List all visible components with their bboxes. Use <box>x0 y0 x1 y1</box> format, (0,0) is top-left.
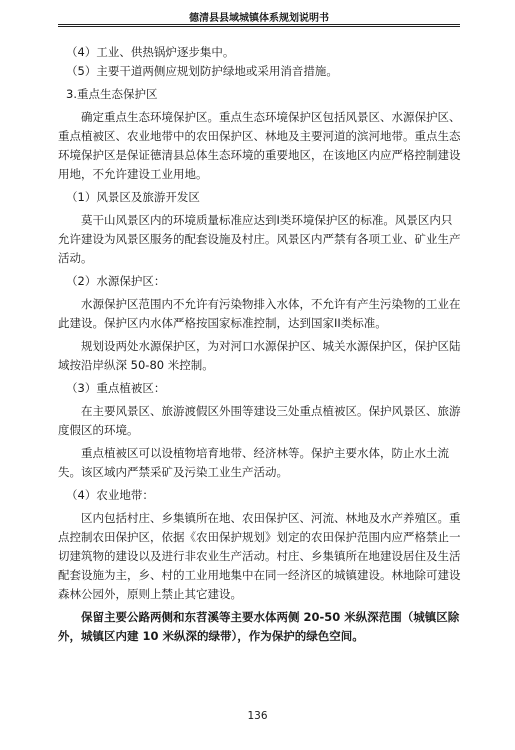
subsection-heading: （1）风景区及旅游开发区 <box>66 190 200 204</box>
subsection-heading: （3）重点植被区： <box>66 381 166 395</box>
page-number: 136 <box>247 710 268 722</box>
subsection-heading: （4）农业地带： <box>66 488 154 502</box>
paragraph: 区内包括村庄、乡集镇所在地、农田保护区、河流、林地及水产养殖区。重点控制农田保护区，依据《农田保护规划》划定的农田保护范围内应严格禁止一切建筑物的建设以及进行非农业生产活动。村庄、乡集镇所在地建设居住及生活配套设施为主，乡、村的工业用地集中在同一经济区的城镇建设。林地除可建设森林公园外，原则上禁止其它建设。 <box>58 511 461 601</box>
section-heading: 3.重点生态保护区 <box>66 87 158 101</box>
paragraph: 在主要风景区、旅游渡假区外围等建设三处重点植被区。保护风景区、旅游度假区的环境。 <box>58 404 461 437</box>
body-text <box>58 43 462 646</box>
paragraph: 水源保护区范围内不允许有污染物排入水体，不允许有产生污染物的工业在此建设。保护区内水体严格按国家标准控制，达到国家II类标准。 <box>58 297 461 330</box>
paragraph: 确定重点生态环境保护区。重点生态环境保护区包括风景区、水源保护区、重点植被区、农业地带中的农田保护区、林地及主要河道的滨河地带。重点生态环境保护区是保证德清县总体生态环境的重要地区，在该地区内应严格控制建设用地，不允许建设工业用地。 <box>58 110 461 181</box>
paragraph: 规划设两处水源保护区，为对河口水源保护区、城关水源保护区，保护区陆域按沿岸纵深 50-80 米控制。 <box>58 339 461 372</box>
running-header: 德清县县域城镇体系规划说明书 <box>189 13 329 24</box>
paragraph: 莫干山风景区内的环境质量标准应达到Ⅰ类环境保护区的标准。风景区内只允许建设为风景区服务的配套设施及村庄。风景区内严禁有各项工业、矿业生产活动。 <box>58 213 461 265</box>
paragraph: 重点植被区可以设植物培育地带、经济林等。保护主要水体，防止水土流失。该区域内严禁采矿及污染工业生产活动。 <box>58 446 449 479</box>
list-item: （5）主要干道两侧应规划防护绿地或采用消音措施。 <box>66 64 338 78</box>
list-item: （4）工业、供热锅炉逐步集中。 <box>66 45 235 59</box>
subsection-heading: （2）水源保护区： <box>66 274 166 288</box>
paragraph: 保留主要公路两侧和东苕溪等主要水体两侧 20-50 米纵深范围（城镇区除外，城镇区内建 10 米纵深的绿带），作为保护的绿色空间。 <box>58 610 460 643</box>
header-rule <box>58 24 460 27</box>
